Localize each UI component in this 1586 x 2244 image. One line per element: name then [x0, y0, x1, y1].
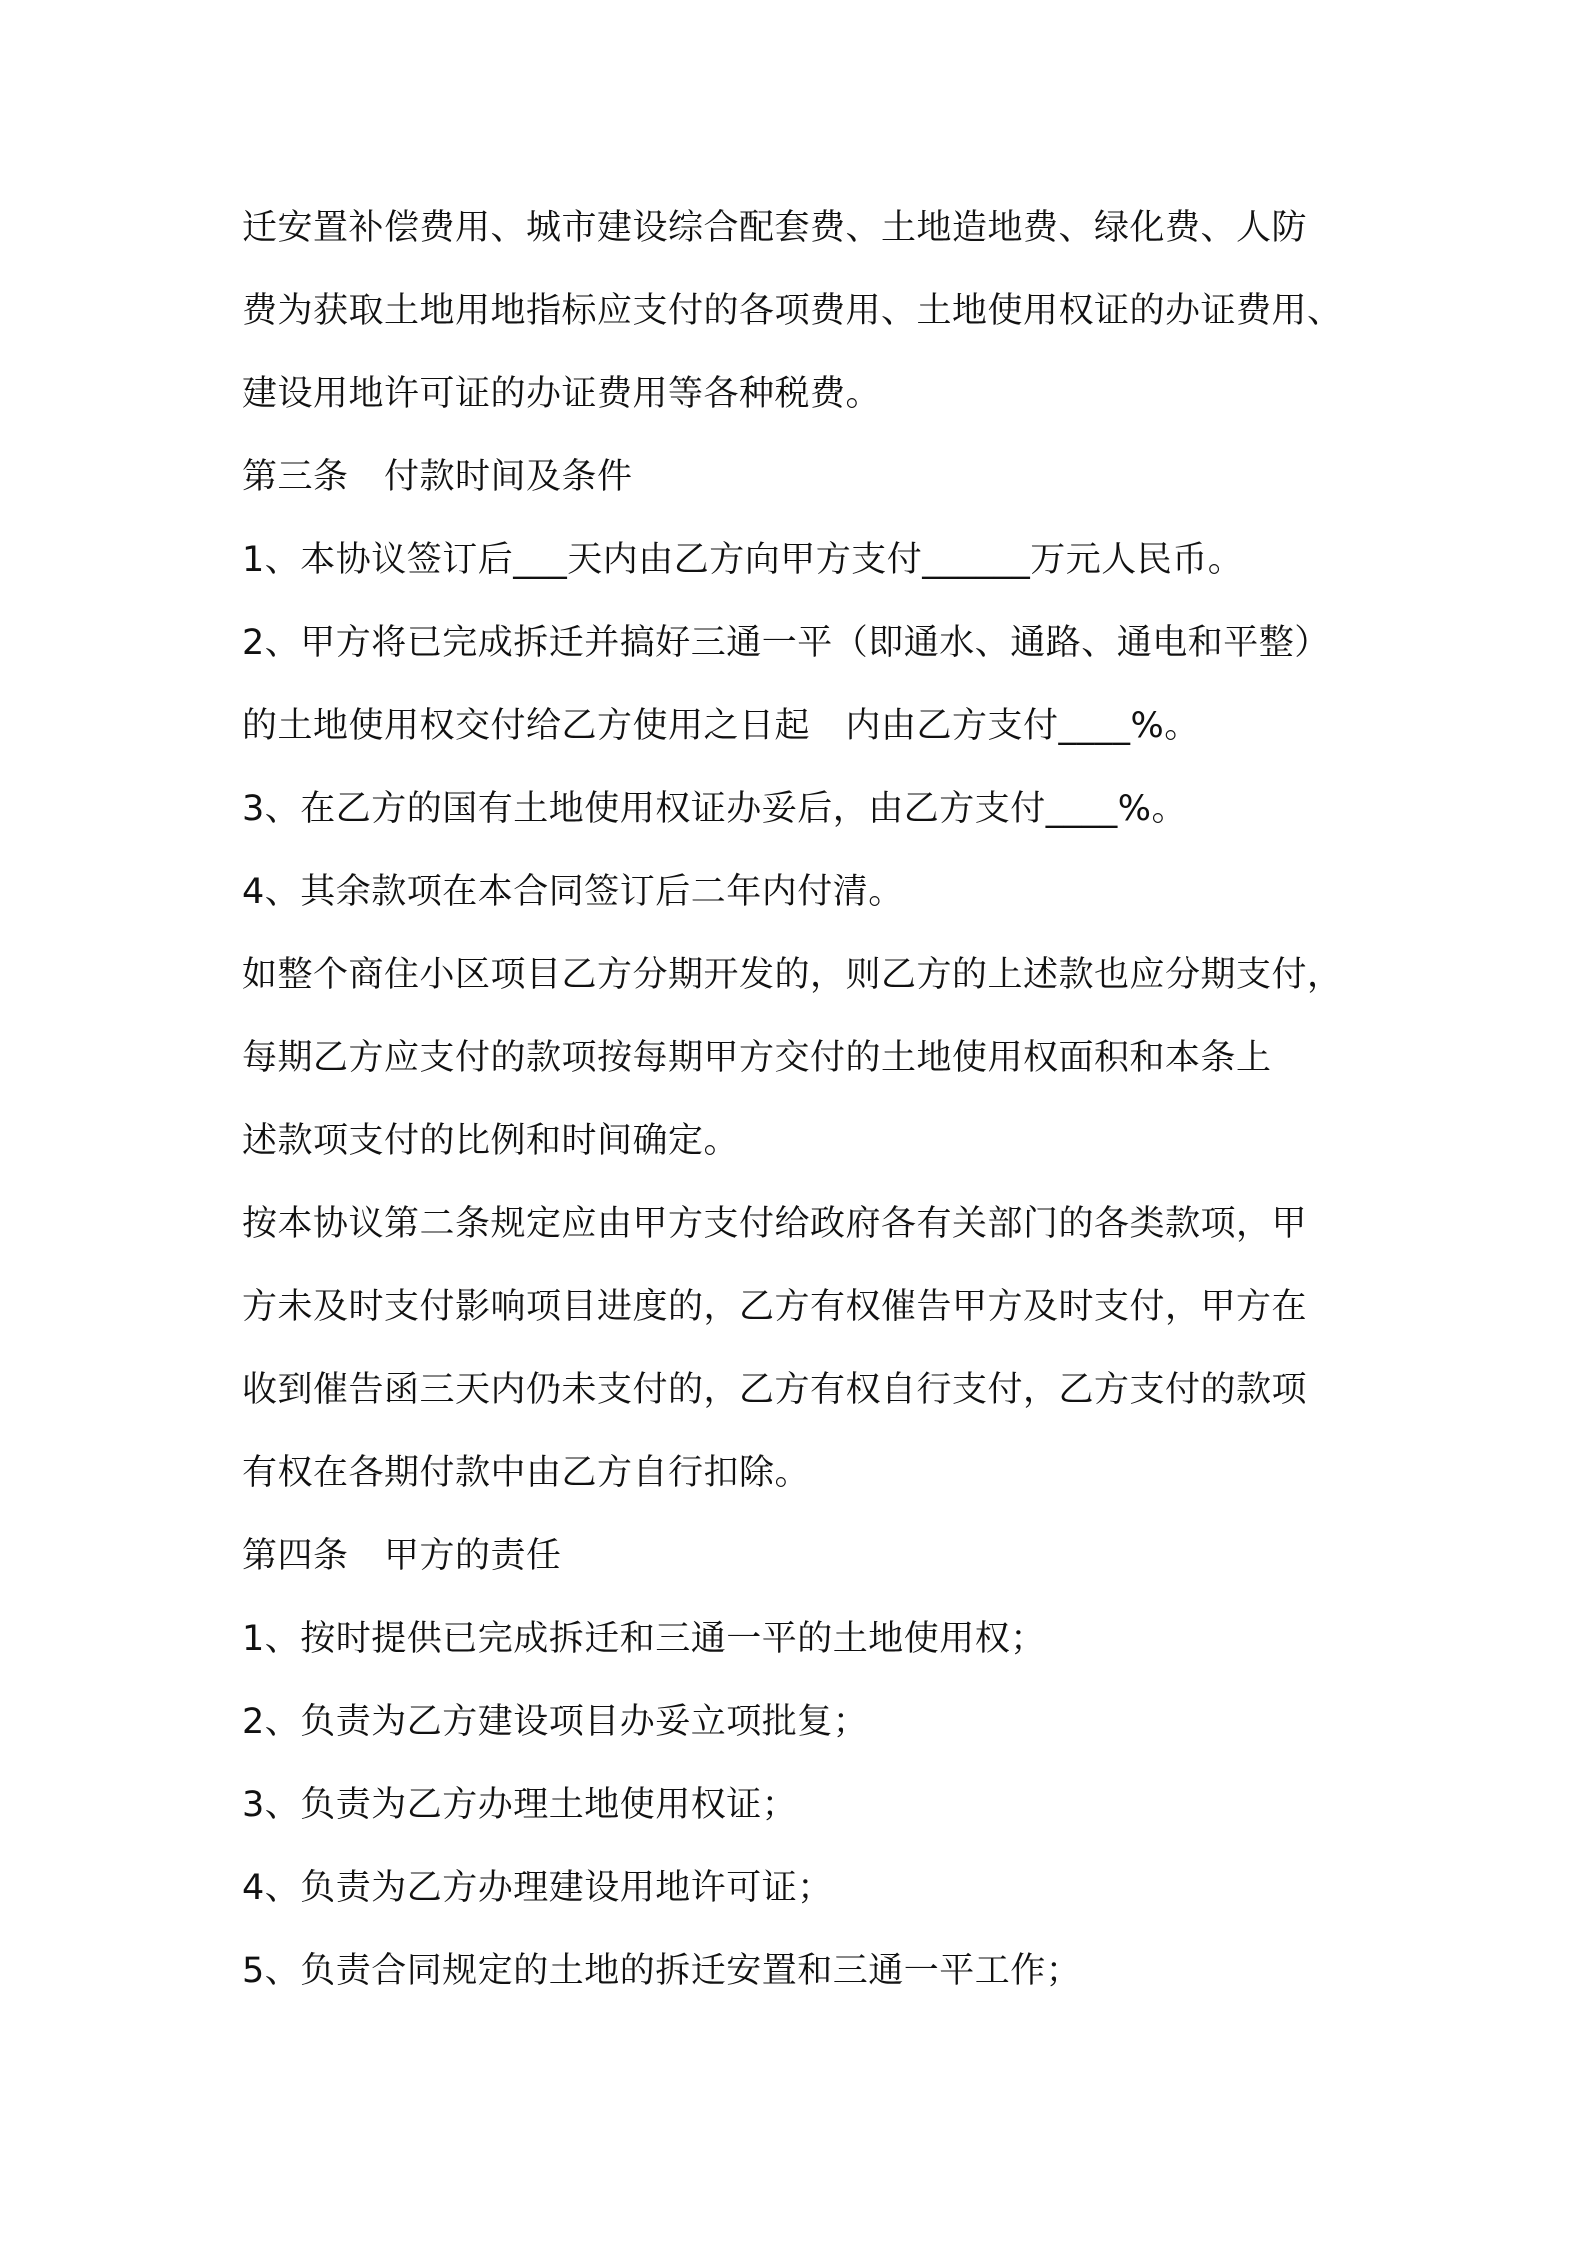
- list-item: 1、按时提供已完成拆迁和三通一平的土地使用权；: [242, 1619, 1046, 1659]
- list-item: 5、负责合同规定的土地的拆迁安置和三通一平工作；: [242, 1951, 1082, 1991]
- paragraph-line: 如整个商住小区项目乙方分期开发的，则乙方的上述款也应分期支付，: [242, 955, 1343, 995]
- list-item: 2、甲方将已完成拆迁并搞好三通一平（即通水、通路、通电和平整）: [242, 623, 1330, 663]
- paragraph-line: 有权在各期付款中由乙方自行扣除。: [242, 1453, 811, 1493]
- paragraph-line: 述款项支付的比例和时间确定。: [242, 1121, 740, 1161]
- paragraph-line: 按本协议第二条规定应由甲方支付给政府各有关部门的各类款项，甲: [242, 1204, 1308, 1244]
- section-heading: 第四条 甲方的责任: [242, 1536, 562, 1576]
- paragraph-line: 建设用地许可证的办证费用等各种税费。: [242, 374, 882, 414]
- list-item: 4、负责为乙方办理建设用地许可证；: [242, 1868, 833, 1908]
- list-item: 2、负责为乙方建设项目办妥立项批复；: [242, 1702, 869, 1742]
- paragraph-line: 的土地使用权交付给乙方使用之日起 内由乙方支付____%。: [242, 706, 1200, 746]
- paragraph-line: 收到催告函三天内仍未支付的，乙方有权自行支付，乙方支付的款项: [242, 1370, 1308, 1410]
- list-item: 3、负责为乙方办理土地使用权证；: [242, 1785, 798, 1825]
- section-heading: 第三条 付款时间及条件: [242, 457, 633, 497]
- list-item: 4、其余款项在本合同签订后二年内付清。: [242, 872, 904, 912]
- list-item: 1、本协议签订后___天内由乙方向甲方支付______万元人民币。: [242, 540, 1244, 580]
- list-item: 3、在乙方的国有土地使用权证办妥后，由乙方支付____%。: [242, 789, 1188, 829]
- paragraph-line: 方未及时支付影响项目进度的，乙方有权催告甲方及时支付，甲方在: [242, 1287, 1308, 1327]
- paragraph-line: 迁安置补偿费用、城市建设综合配套费、土地造地费、绿化费、人防: [242, 208, 1308, 248]
- paragraph-line: 费为获取土地用地指标应支付的各项费用、土地使用权证的办证费用、: [242, 291, 1343, 331]
- paragraph-line: 每期乙方应支付的款项按每期甲方交付的土地使用权面积和本条上: [242, 1038, 1272, 1078]
